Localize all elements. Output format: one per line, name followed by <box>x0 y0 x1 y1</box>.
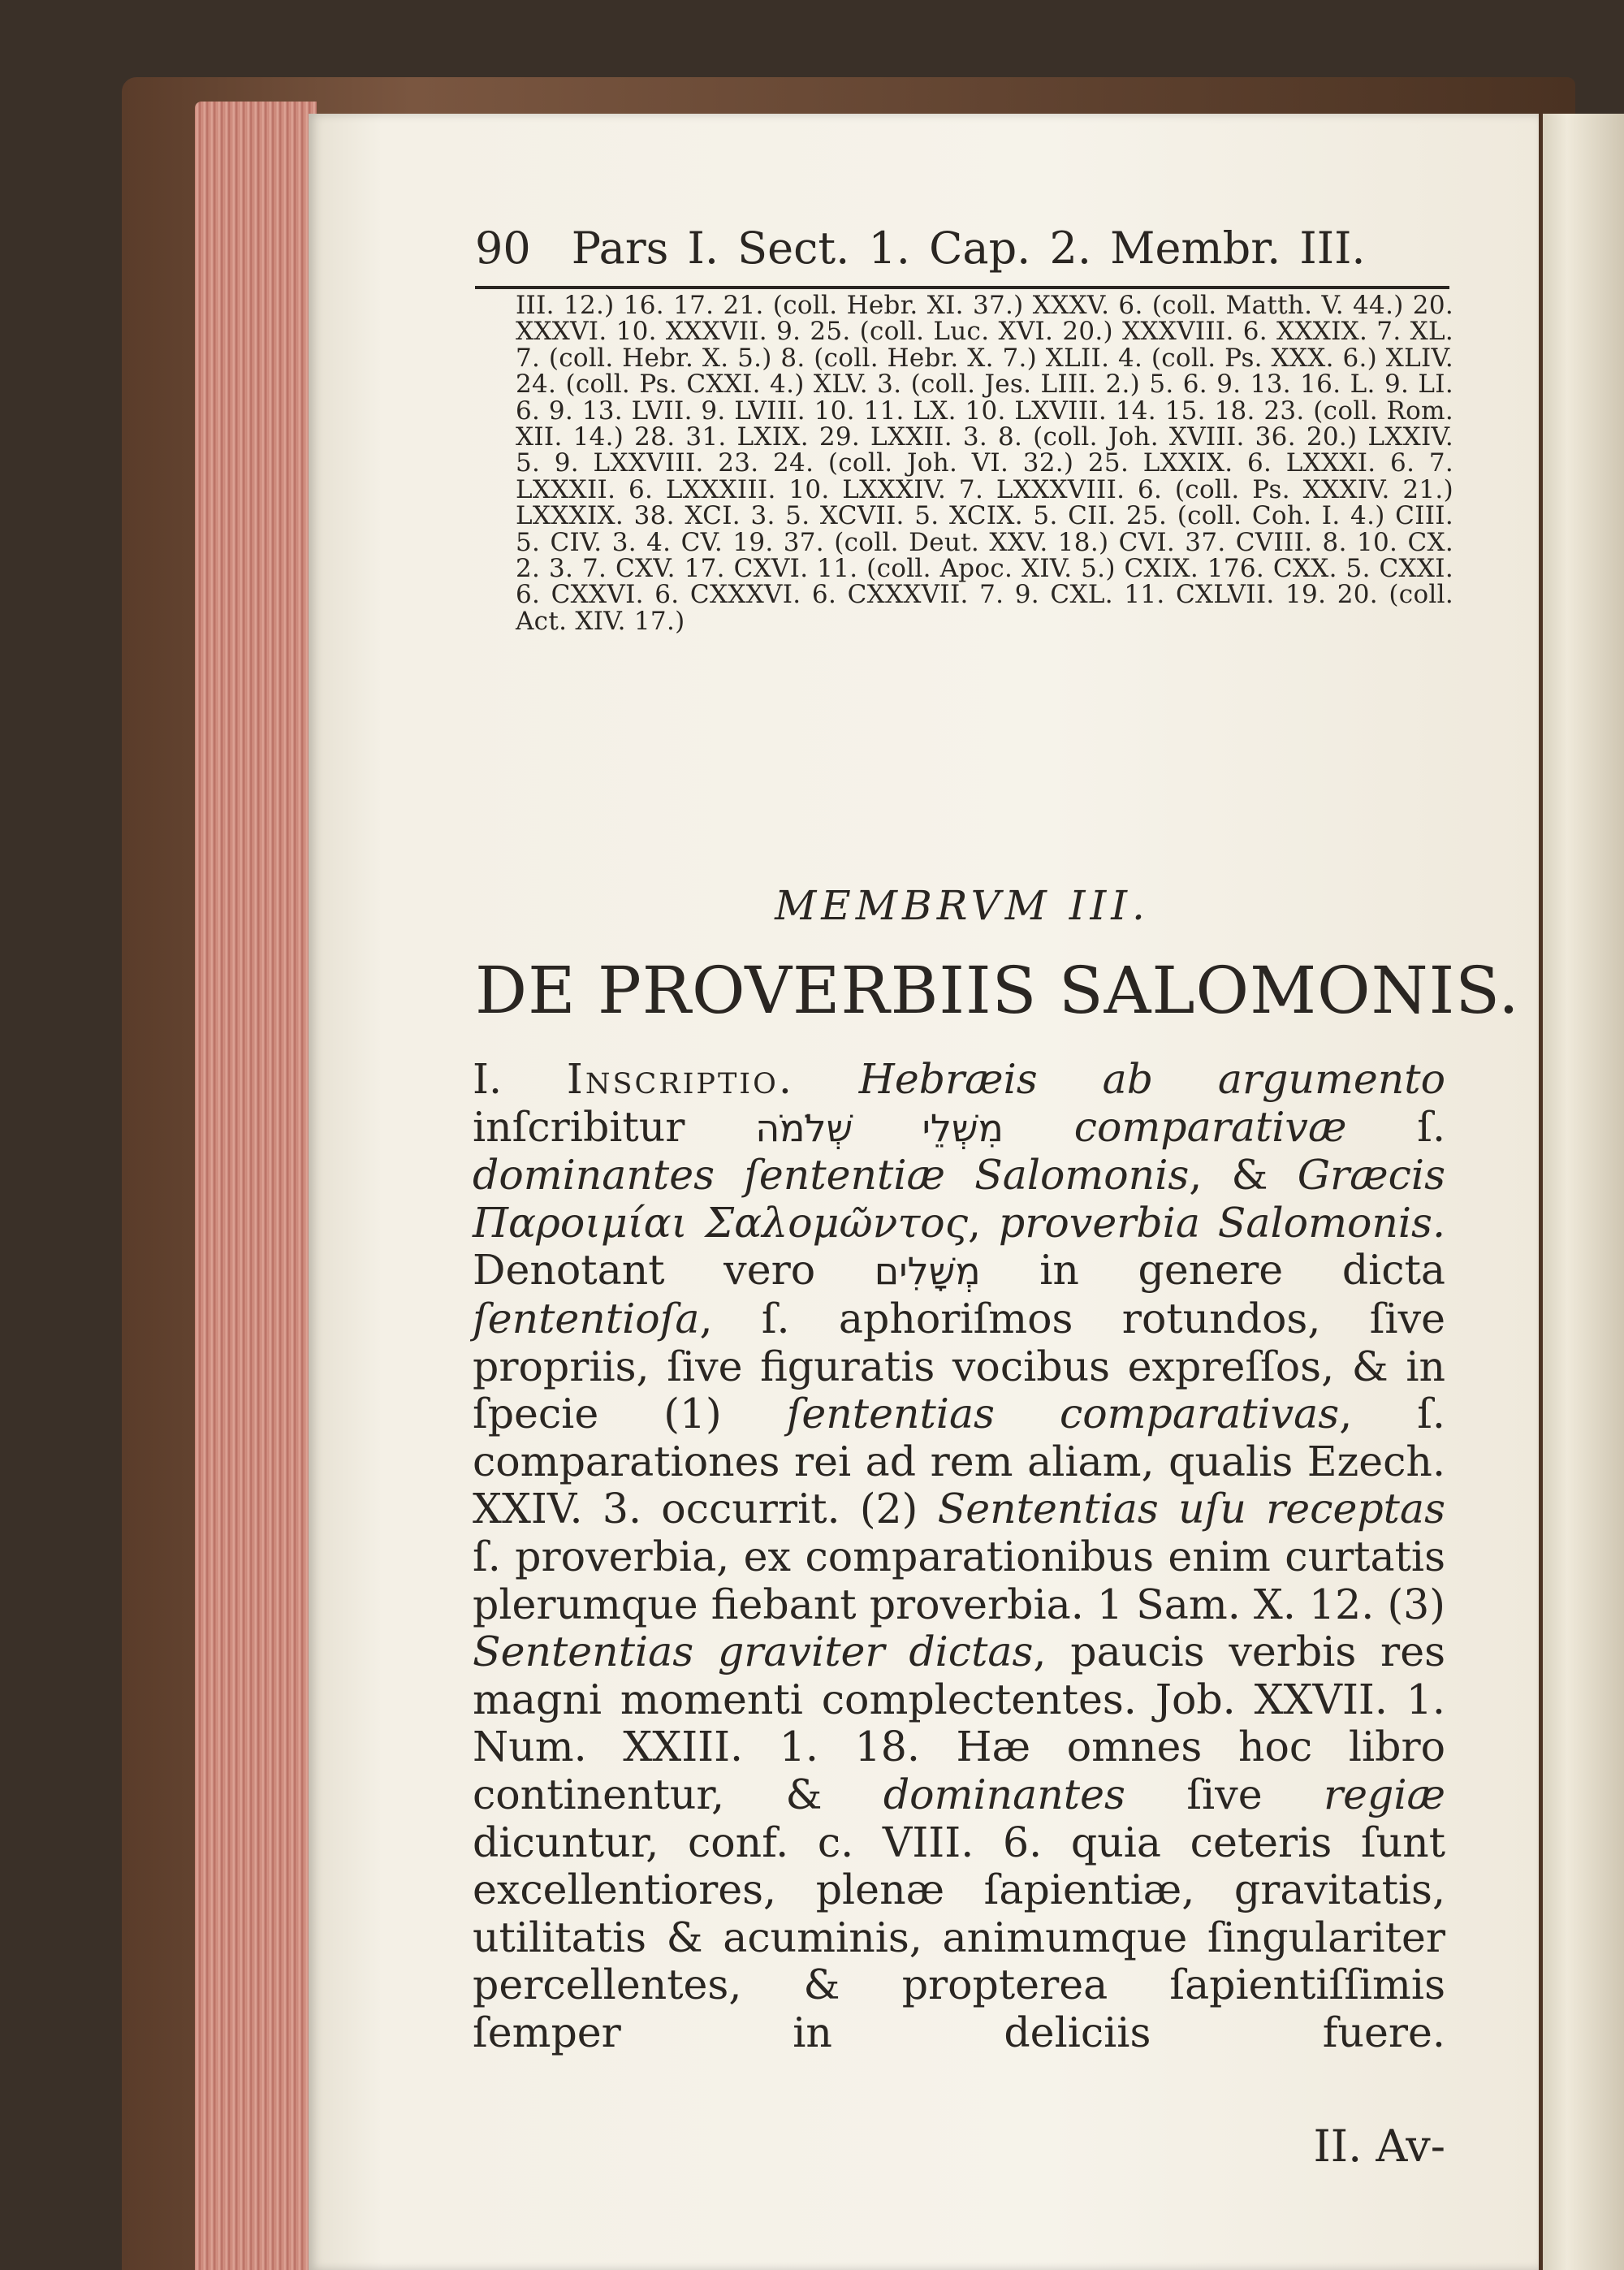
text-segment: dominantes ſententiæ Salomonis <box>473 1151 1190 1200</box>
text-segment: ſive <box>1125 1770 1324 1818</box>
paragraph-number: I. <box>473 1055 503 1103</box>
page-number: 90 <box>475 223 531 274</box>
text-segment <box>1004 1103 1074 1151</box>
hebrew-title: מִשְׁלֵי שְׁלֹמֹה <box>755 1105 1004 1150</box>
text-segment: Sententias uſu receptas <box>937 1485 1445 1533</box>
running-title: Pars I. Sect. 1. Cap. 2. Membr. III. <box>571 223 1366 274</box>
chapter-title: DE PROVERBIIS SALOMONIS. <box>475 953 1520 1028</box>
text-segment: ſ. proverbia, ex comparationibus enim curtatis plerumque fiebant proverbia. 1 Sam. X. 12. (3) <box>473 1532 1445 1628</box>
text-segment: regiæ <box>1324 1770 1445 1818</box>
text-segment: proverbia Salomonis. <box>998 1198 1446 1247</box>
text-segment: inſcribitur <box>473 1102 756 1151</box>
text-segment: ſententioſa <box>473 1294 700 1343</box>
paragraph <box>473 1056 1445 2056</box>
scripture-index-block: III. 12.) 16. 17. 21. (coll. Hebr. XI. 37.) XXXV. 6. (coll. Matth. V. 44.) 20. XXXVI. 10. XXXVII. 9. 25. (coll. Luc. XVI. 20.) XXXVIII. 6. XXXIX. 7. XL. 7. (coll. Hebr. X. 5.) 8. (coll. Hebr. X. 7.) XLII. 4. (coll. Ps. XXX. 6.) XLIV. 24. (coll. Ps. CXXI. 4.) XLV. 3. (coll. Jes. LIII. 2.) 5. 6. 9. 13. 16. L. 9. LI. 6. 9. 13. LVII. 9. LVIII. 10. 11. LX. 10. LXVIII. 14. 15. 18. 23. (coll. Rom. XII. 14.) 28. 31. LXIX. 29. LXXII. 3. 8. (coll. Joh. XVIII. 36. 20.) LXXIV. 5. 9. LXXVIII. 23. 24. (coll. Joh. VI. 32.) 25. LXXIX. 6. LXXXI. 6. 7. LXXXII. 6. LXXXIII. 10. LXXXIV. 7. LXXXVIII. 6. (coll. Ps. XXXIV. 21.) LXXXIX. 38. XCI. 3. 5. XCVII. 5. XCIX. 5. CII. 25. (coll. Coh. I. 4.) CIII. 5. CIV. 3. 4. CV. 19. 37. (coll. Deut. XXV. 18.) CVI. 37. CVIII. 8. 10. CX. 2. 3. 7. CXV. 17. CXVI. 11. (coll. Apoc. XIV. 5.) CXIX. 176. CXX. 5. CXXI. 6. CXXVI. 6. CXXXVI. 6. CXXXVII. 7. 9. CXL. 11. CXLVII. 19. 20. (coll. Act. XIV. 17.) <box>516 291 1453 636</box>
text-segment: , & <box>1189 1151 1298 1200</box>
text-segment: in genere dicta <box>980 1246 1445 1295</box>
section-label: MEMBRVM III. <box>775 882 1150 929</box>
text-segment: comparativæ <box>1073 1102 1347 1151</box>
page-edges <box>195 102 317 2270</box>
catchword: II. Av- <box>1313 2121 1445 2172</box>
paragraph-heading: Inscriptio. <box>566 1055 794 1103</box>
text-segment: , ſ. aphoriſmos rotundos, ſive propriis, ſive figuratis vocibus expreſſos, & in ſpecie (1) <box>473 1294 1445 1438</box>
text-segment: Sententias graviter dictas <box>473 1628 1034 1676</box>
text-segment: dicuntur, conf. c. VIII. 6. quia ceteris ſunt excellentiores, plenæ ſapientiæ, gravitatis, utilitatis & acuminis, animumque ſingulariter percellentes, & propterea ſapientiſſimis ſemper in deliciis fuere. <box>473 1818 1445 2056</box>
facing-page-edge <box>1543 114 1624 2270</box>
text-segment: Denotant vero <box>473 1246 875 1295</box>
text-segment: ſ. <box>1346 1102 1446 1151</box>
text-segment: , <box>967 1198 999 1247</box>
text-segment: , ſ. comparationes rei ad rem aliam, qualis Ezech. XXIV. 3. occurrit. (2) <box>473 1390 1445 1533</box>
text-segment: ſententias comparativas <box>786 1390 1340 1438</box>
greek-title: Παροιμίαι Σαλομῶντος <box>473 1198 968 1247</box>
text-segment: , paucis verbis res magni momenti complectentes. Job. XXVII. 1. Num. XXIII. 1. 18. Hæ omnes hoc libro continentur, & <box>473 1628 1446 1818</box>
text-segment: Hebræis ab argumento <box>858 1055 1445 1103</box>
text-segment: Græcis <box>1297 1151 1445 1200</box>
running-head <box>475 219 1449 278</box>
body-text <box>473 1056 1445 2056</box>
header-rule <box>475 286 1449 289</box>
text-segment: dominantes <box>883 1770 1125 1818</box>
hebrew-word: מְשָׁלִים <box>874 1249 981 1294</box>
